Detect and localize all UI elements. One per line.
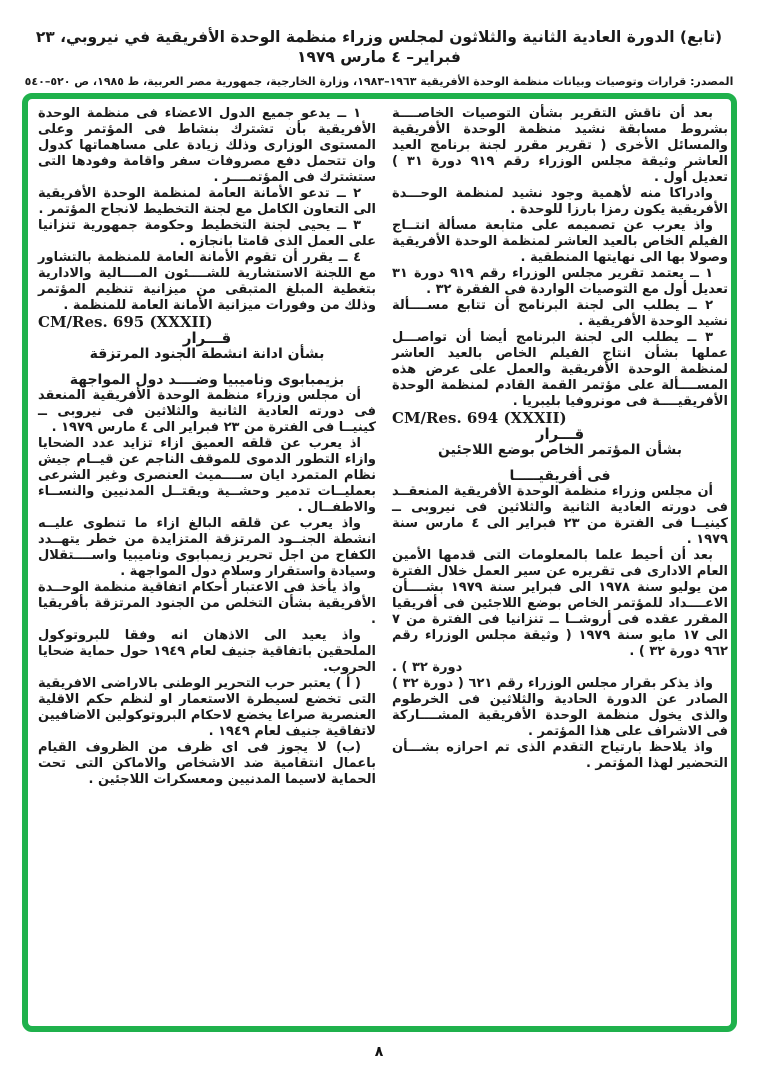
numbered-clause: ٣ ــ يطلب الى لجنة البرنامج أيضا أن تواصـــل عملها بشأن انتاج الفيلم الخاص بالعيد العاشر لمنظمة الوحدة الأفريقية والعمل على عرض هذه المســــألة على مؤتمر القمة القادم لمنظمة الوحدة الأفريقيــــة فى مونروفيا بليبريا .	[392, 330, 728, 409]
numbered-clause: ٢ ــ تدعو الأمانة العامة لمنظمة الوحدة الأفريقية الى التعاون الكامل مع لجنة التخطيط لانجاح المؤتمر .	[38, 186, 376, 217]
lettered-clause-a: ( أ ) يعتبر حرب التحرير الوطنى بالاراضى الافريقية التى تخضع لسيطرة الاستعمار او لنظم حكم الاقلية العنصرية صراعا يخضع لاحكام البروتوكولين الاضافيين لاتفاقية جنيف لعام ١٩٤٩ .	[38, 676, 376, 739]
paragraph: بعد أن أحيط علما بالمعلومات التى قدمها الأمين العام الادارى فى تقريره عن سير العمل خلال الفترة من يوليو سنة ١٩٧٨ الى فبراير سنة ١٩٧٩ بشــــأن الاعــــداد للمؤتمر الخاص بوضع اللاجئين فى أفريقيا المقرر عقده فى أروشــا ــ تنزانيا فى الفترة من ٧ الى ١٧ مايو سنة ١٩٧٩ ( وثيقة مجلس الوزراء رقم ٩٦٢ دورة ٣٢ ) .	[392, 548, 728, 659]
resolution-title: قـــرار	[182, 329, 232, 347]
paragraph: واذ يأخذ فى الاعتبار أحكام اتفاقية منظمة الوحــدة الأفريقية بشأن التخلص من الجنود المرتزقة بأفريقيا .	[38, 580, 376, 627]
resolution-subtitle: فى أفريقيـــــا	[509, 468, 611, 484]
paragraph: واذ يلاحظ بارتياح التقدم الذى تم احرازه بشـــأن التحضير لهذا المؤتمر .	[392, 740, 728, 771]
paragraph: أن مجلس وزراء منظمة الوحدة الأفريقية المنعقد فى دورته العادية الثانية والثلاثين فى نيروبى ــ كينيــا فى الفترة من ٢٣ فبراير الى ٤ مارس ١٩٧٩ .	[38, 388, 376, 435]
page-header	[8, 27, 750, 90]
paragraph: وادراكا منه لأهمية وجود نشيد لمنظمة الوحـــدة الأفريقية يكون رمزا بارزا للوحدة .	[392, 186, 728, 217]
numbered-clause: ١ ــ يعتمد تقرير مجلس الوزراء رقم ٩١٩ دورة ٣١ تعديل أول مع التوصيات الواردة فى الفقرة ٣٢ .	[392, 266, 728, 297]
paragraph: واذ يعيد الى الاذهان انه وفقا للبروتوكول الملحقين باتفاقية جنيف لعام ١٩٤٩ حول حماية ضحايا الحروب.	[38, 628, 377, 675]
right-column	[392, 106, 728, 772]
numbered-clause: ٤ ــ يقرر أن تقوم الأمانة العامة للمنظمة بالتشاور مع اللجنة الاستشارية للشــــئون المــــالية والادارية بتغطية المبلغ المتبقى من ميزانية تنظيم المؤتمر وذلك من وفورات ميزانية الأمانة العامة للمنظمة .	[38, 250, 376, 313]
source-line: المصدر: قرارات وتوصيات وبيانات منظمة الوحدة الأفريقية ١٩٦٣–١٩٨٣، وزارة الخارجية، جمهورية مصر العربية، ط ١٩٨٥، ص ٥٢٠–٥٤٠	[24, 75, 734, 89]
resolution-subtitle: بشأن المؤتمر الخاص بوضع اللاجئين	[438, 442, 682, 458]
paragraph: أن مجلس وزراء منظمة الوحدة الأفريقية المنعقــد فى دورته العادية الثانية والثلاثين فى نيروبى ــ كينيــا فى الفترة من ٢٣ فبراير الى ٤ مارس سنة ١٩٧٩ .	[392, 484, 728, 547]
lettered-clause-b: (ب) لا يجوز فى اى ظرف من الظروف القيام باعمال انتقامية ضد الاشخاص والاماكن التى تحت الحماية لاسيما المدنيين ومعسكرات اللاجئين .	[38, 740, 376, 787]
numbered-clause: ٣ ــ يحيى لجنة التخطيط وحكومة جمهورية تنزانيا على العمل الذى قامتا بانجازه .	[38, 218, 376, 249]
resolution-ref-694: CM/Res. 694 (XXXII)	[392, 409, 567, 427]
resolution-subtitle: بزيمبابوى وناميبيا وضــــد دول المواجهة	[69, 372, 345, 388]
left-column	[38, 106, 376, 788]
resolution-title: قـــرار	[535, 425, 585, 443]
session-title: (تابع) الدورة العادية الثانية والثلاثون لمجلس وزراء منظمة الوحدة الأفريقية في نيروبي، ٢٣ فبراير– ٤ مارس ١٩٧٩	[35, 28, 723, 67]
paragraph: بعد أن ناقش التقرير بشأن التوصيات الخاصــــة بشروط مسابقة نشيد منظمة الوحدة الأفريقية والمسائل الأخرى ( تقرير مقرر لجنة برنامج العيد العاشر وثيقة مجلس الوزراء رقم ٩١٩ دورة ٣١ ) تعديل أول .	[392, 106, 728, 185]
paragraph: واذ يذكر بقرار مجلس الوزراء رقم ٦٢١ ( دورة ٣٢ ) الصادر عن الدورة الحادية والثلاثين فى الخرطوم والذى يخول منظمة الوحدة الأفريقية المشــــاركة فى الاشراف على هذا المؤتمر .	[392, 676, 728, 739]
resolution-ref-695: CM/Res. 695 (XXXII)	[38, 313, 213, 331]
resolution-subtitle: بشأن ادانة انشطة الجنود المرتزقة	[89, 346, 325, 362]
paragraph: واذ يعرب عن تصميمه على متابعة مسألة انتــاج الفيلم الخاص بالعيد العاشر لمنظمة الوحدة الأفريقية وصولا بها الى نهايتها المنطقية .	[392, 218, 728, 265]
numbered-clause: ١ ــ يدعو جميع الدول الاعضاء فى منظمة الوحدة الأفريقية بأن تشترك بنشاط فى المؤتمر وعلى المستوى الوزارى وذلك زيادة على مساهماتها كدول وان تتحمل دفع مصروفات سفر واقامة وفودها التى ستشترك فى المؤتمــــر .	[38, 106, 376, 185]
numbered-clause: ٢ ــ يطلب الى لجنة البرنامج أن تتابع مســــألة نشيد الوحدة الأفريقية .	[392, 298, 728, 329]
page-number: ٨	[374, 1044, 384, 1060]
continuation-line: دورة ٣٢ ) .	[392, 660, 463, 675]
paragraph: اذ يعرب عن قلقه العميق ازاء تزايد عدد الضحايا وازاء التطور الدموى للموقف الناجم عن قيــام جيش نظام المتمرد ايان ســــميث العنصرى وغير الشرعى بعمليــات تدمير وحشــية ويقتــل المدنيين والنســاء والاطفــال .	[38, 436, 376, 515]
paragraph: واذ يعرب عن قلقه البالغ ازاء ما تنطوى عليــه انشطة الجنــود المرتزقة المتزايدة من خطر يتهــدد الكفاح من اجل تحرير زيمبابوى وناميبيا واســــتقلال وسيادة واستقرار وسلام دول المواجهة .	[38, 516, 376, 579]
